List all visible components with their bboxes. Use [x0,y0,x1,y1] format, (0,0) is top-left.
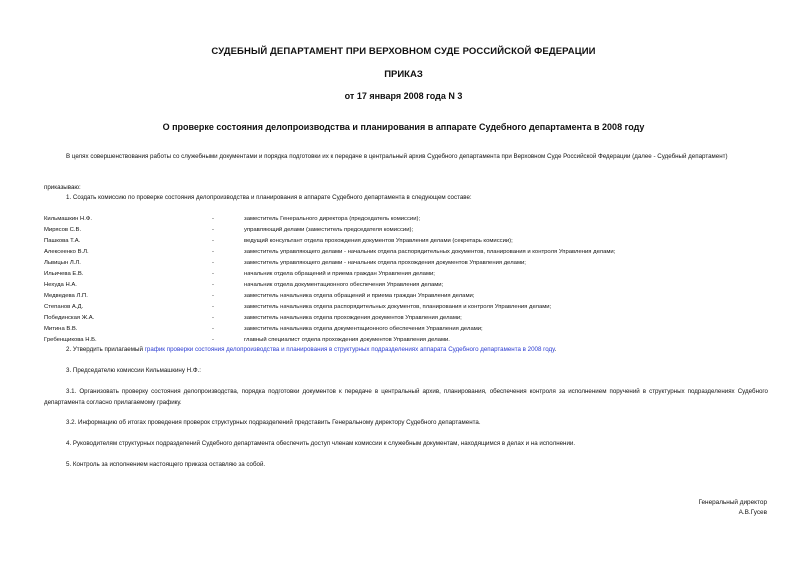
member-dash: - [212,271,214,277]
commission-row [0,302,807,313]
schedule-link[interactable]: график проверки состояния делопроизводства и планирования в структурных подразделениях аппарата Судебного департамента в 2008 году [144,346,555,353]
item-4: 4. Руководителям структурных подразделений Судебного департамента обеспечить доступ членам комиссии к служебным документам, находящимся в делах и на исполнении. [66,440,576,447]
signature-name: А.В.Гусев [738,509,767,516]
member-dash: - [212,238,214,244]
item-3-1: 3.1. Организовать проверку состояния делопроизводства, порядка подготовки документов к передаче в центральный архив, планирования, обеспечения контроля за исполнением поручений в структурных подразделениях Судебного департамента согласно прилагаемому графику. [44,388,768,406]
item-2 [66,344,766,355]
member-name: Побединская Ж.А. [44,315,95,321]
commission-row [0,214,807,225]
member-dash: - [212,227,214,233]
item-3: 3. Председателю комиссии Кильмашкину Н.Ф.: [66,367,201,374]
organization-header: СУДЕБНЫЙ ДЕПАРТАМЕНТ ПРИ ВЕРХОВНОМ СУДЕ РОССИЙСКОЙ ФЕДЕРАЦИИ [211,46,596,57]
member-name: Ильичева Е.В. [44,271,84,277]
member-name: Нехуда Н.А. [44,282,77,288]
member-position: заместитель Генерального директора (председатель комиссии); [244,216,421,222]
member-name: Степанов А.Д. [44,304,84,310]
member-position: начальник отдела документационного обеспечения Управления делами; [244,282,444,288]
member-name: Кильмашкин Н.Ф. [44,216,93,222]
member-dash: - [212,337,214,343]
member-name: Гребенщикова Н.Б. [44,337,97,343]
commission-row [0,236,807,247]
member-position: заместитель начальника отдела прохождения документов Управления делами; [244,315,462,321]
commission-row [0,247,807,258]
member-name: Львицын Л.Л. [44,260,81,266]
member-dash: - [212,216,214,222]
item-3-2: 3.2. Информацию об итогах проведения проверок структурных подразделений представить Генеральному директору Судебного департамента. [66,419,481,426]
commission-row [0,269,807,280]
member-position: ведущий консультант отдела прохождения документов Управления делами (секретарь комиссии); [244,238,513,244]
item-5: 5. Контроль за исполнением настоящего приказа оставляю за собой. [66,461,266,468]
member-position: начальник отдела обращений и приема граждан Управления делами; [244,271,435,277]
member-position: заместитель начальника отдела распорядительных документов, планирования и контроля Управления делами; [244,304,552,310]
member-position: главный специалист отдела прохождения документов Управления делами. [244,337,450,343]
commission-row [0,258,807,269]
member-name: Медведева Л.П. [44,293,88,299]
member-dash: - [212,326,214,332]
commission-row [0,225,807,236]
document-title: О проверке состояния делопроизводства и планирования в аппарате Судебного департамента в 2008 году [162,122,645,132]
member-name: Митина В.В. [44,326,78,332]
member-dash: - [212,282,214,288]
item-2-suffix: . [554,346,557,353]
member-name: Алексеенко В.Л. [44,249,89,255]
order-word: приказываю: [44,184,81,191]
document-type: ПРИКАЗ [384,69,423,80]
commission-row [0,324,807,335]
member-position: управляющий делами (заместитель председателя комиссии); [244,227,414,233]
intro-paragraph: В целях совершенствования работы со служебными документами и порядка подготовки их к передаче в центральный архив Судебного департамента при Верховном Суде Российской Федерации (далее - Судебный департамент) [66,153,728,160]
member-dash: - [212,293,214,299]
member-position: заместитель управляющего делами - начальник отдела распорядительных документов, планирования и контроля Управления делами; [244,249,616,255]
member-position: заместитель управляющего делами - начальник отдела прохождения документов Управления делами; [244,260,526,266]
member-dash: - [212,315,214,321]
member-position: заместитель начальника отдела документационного обеспечения Управления делами; [244,326,483,332]
commission-row [0,280,807,291]
document-date: от 17 января 2008 года N 3 [344,91,463,101]
member-name: Пашкова Т.А. [44,238,81,244]
member-dash: - [212,260,214,266]
member-position: заместитель начальника отдела обращений и приема граждан Управления делами; [244,293,475,299]
commission-row [0,313,807,324]
signature-role: Генеральный директор [698,499,767,506]
item-1: 1. Создать комиссию по проверке состояния делопроизводства и планирования в аппарате Судебного департамента в следующем составе: [66,194,472,201]
member-dash: - [212,249,214,255]
item-2-prefix: 2. Утвердить прилагаемый [66,346,145,353]
commission-row [0,291,807,302]
member-dash: - [212,304,214,310]
member-name: Мирясов С.В. [44,227,82,233]
